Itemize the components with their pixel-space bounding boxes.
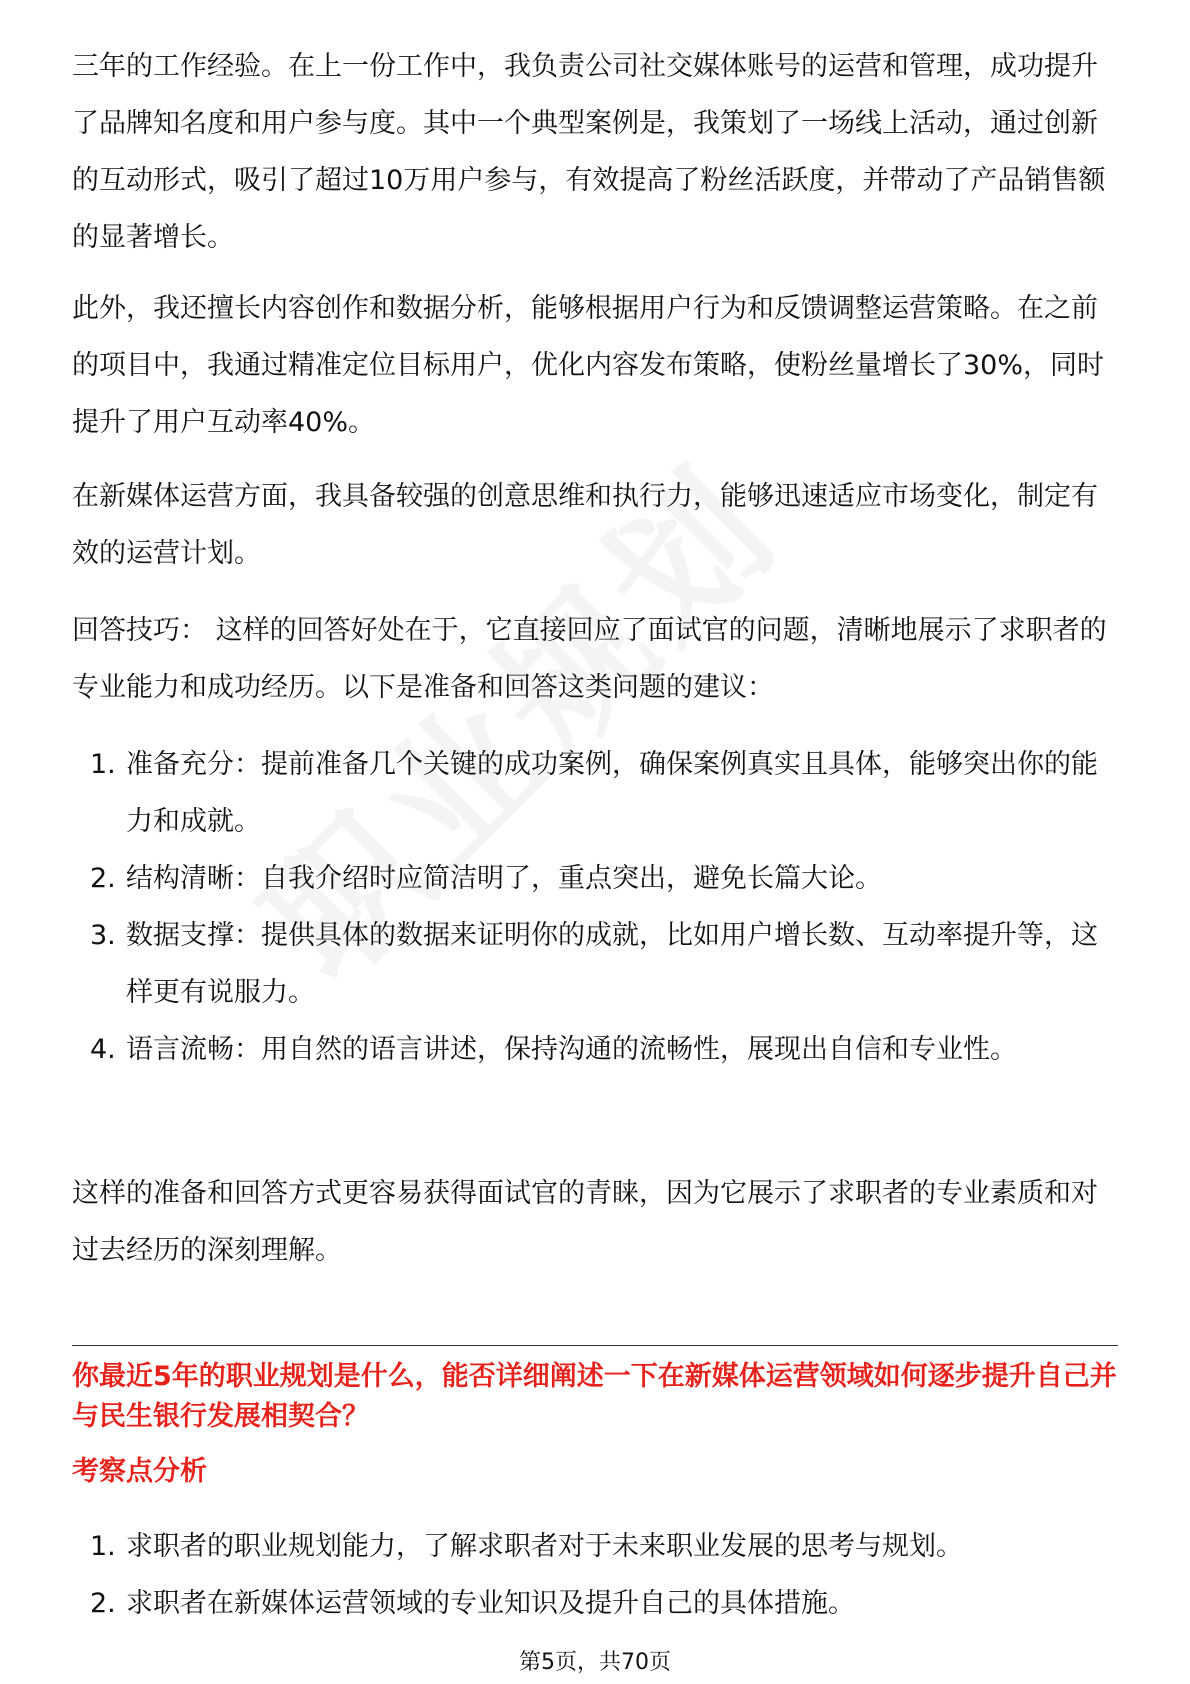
analysis-heading: 考察点分析 [72, 1456, 207, 1487]
list-item-text: 语言流畅：用自然的语言讲述，保持沟通的流畅性，展现出自信和专业性。 [126, 1034, 1017, 1065]
paragraph-creativity: 在新媒体运营方面，我具备较强的创意思维和执行力，能够迅速适应市场变化，制定有效的运营计划。 [72, 481, 1098, 569]
list-item-number: 2. [90, 1588, 116, 1619]
list-item-text: 准备充分：提前准备几个关键的成功案例，确保案例真实且具体，能够突出你的能力和成就。 [126, 749, 1098, 837]
list-item-number: 4. [90, 1034, 116, 1065]
list-item-text: 求职者的职业规划能力，了解求职者对于未来职业发展的思考与规划。 [126, 1531, 963, 1562]
list-item-text: 求职者在新媒体运营领域的专业知识及提升自己的具体措施。 [126, 1588, 855, 1619]
list-item [72, 850, 1118, 907]
tips-list [72, 736, 1118, 1078]
list-item-number: 3. [90, 920, 116, 951]
paragraph-experience: 三年的工作经验。在上一份工作中，我负责公司社交媒体账号的运营和管理，成功提升了品牌知名度和用户参与度。其中一个典型案例是，我策划了一场线上活动，通过创新的互动形式，吸引了超过10万用户参与，有效提高了粉丝活跃度，并带动了产品销售额的显著增长。 [72, 51, 1106, 253]
list-item [72, 1021, 1118, 1078]
list-item [72, 736, 1118, 850]
analysis-list [72, 1518, 1118, 1632]
interview-question: 你最近5年的职业规划是什么，能否详细阐述一下在新媒体运营领域如何逐步提升自己并与民生银行发展相契合？ [72, 1361, 1117, 1432]
list-item-text: 数据支撑：提供具体的数据来证明你的成就，比如用户增长数、互动率提升等，这样更有说服力。 [126, 920, 1098, 1008]
list-item-text: 结构清晰：自我介绍时应简洁明了，重点突出，避免长篇大论。 [126, 863, 882, 894]
list-item [72, 1518, 1118, 1575]
paragraph-conclusion: 这样的准备和回答方式更容易获得面试官的青睐，因为它展示了求职者的专业素质和对过去经历的深刻理解。 [72, 1178, 1098, 1266]
list-item-number: 1. [90, 1531, 116, 1562]
list-item [72, 1575, 1118, 1632]
list-item-number: 2. [90, 863, 116, 894]
page-footer: 第5页，共70页 [519, 1650, 671, 1675]
paragraph-answer-tips: 回答技巧： 这样的回答好处在于，它直接回应了面试官的问题，清晰地展示了求职者的专业能力和成功经历。以下是准备和回答这类问题的建议： [72, 615, 1107, 703]
list-item [72, 907, 1118, 1021]
section-divider [72, 1345, 1118, 1346]
list-item-number: 1. [90, 749, 116, 780]
paragraph-skills: 此外，我还擅长内容创作和数据分析，能够根据用户行为和反馈调整运营策略。在之前的项目中，我通过精准定位目标用户，优化内容发布策略，使粉丝量增长了30%，同时提升了用户互动率40%。 [72, 293, 1105, 438]
